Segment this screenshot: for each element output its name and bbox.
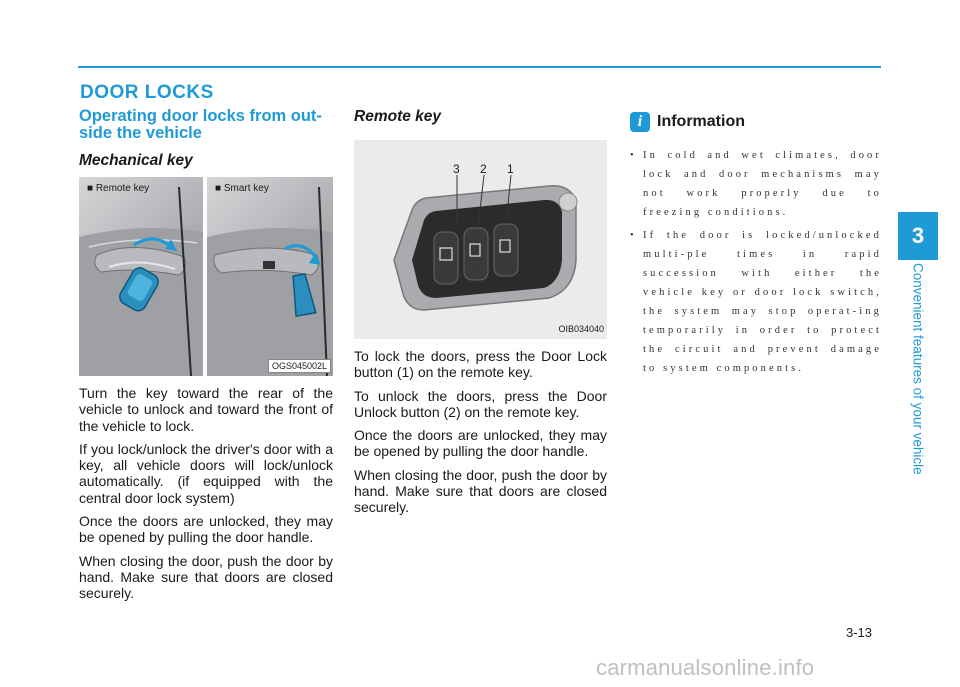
col1-paragraph: Turn the key toward the rear of the vehicle to unlock and toward the front of the vehicle to lock. — [79, 385, 333, 434]
col1-paragraph: When closing the door, push the door by hand. Make sure that doors are closed securely. — [79, 552, 333, 602]
page-number: 3-13 — [846, 625, 873, 640]
information-icon: i — [630, 112, 650, 132]
chapter-title: Convenient features of your vehicle — [910, 263, 926, 475]
column-3 — [630, 108, 882, 382]
col1-heading: Operating door locks from out- side the vehicle — [79, 107, 322, 142]
column-2 — [354, 108, 607, 523]
smart-key-label: ■ Smart key — [215, 183, 269, 194]
col1-paragraph: If you lock/unlock the driver's door with a key, all vehicle doors will lock/unlock automatically. (if equipped with the central door lock system) — [79, 440, 333, 506]
information-item: • In cold and wet climates, door lock and door mechanisms may not work properly due to freezing conditions. — [630, 146, 882, 222]
information-item: • If the door is locked/unlocked multi-ple times in rapid succession with either the vehicle key or door lock switch, the system may stop operat-ing temporarily in order to protect the circuit and prevent damage to system components. — [630, 226, 882, 378]
information-title: Information — [657, 113, 745, 130]
callout-3: 3 — [453, 162, 460, 176]
remote-key-figure — [354, 140, 607, 339]
watermark: carmanualsonline.info — [596, 655, 815, 680]
figure-code: OIB034040 — [558, 324, 604, 334]
mechanical-key-figure — [79, 177, 333, 376]
col1-subheading: Mechanical key — [79, 152, 193, 169]
smart-key-panel — [207, 177, 333, 376]
remote-key-panel — [79, 177, 203, 376]
col2-paragraph: To lock the doors, press the Door Lock button (1) on the remote key. — [354, 348, 607, 381]
col2-paragraph: When closing the door, push the door by hand. Make sure that doors are closed securely. — [354, 466, 607, 516]
door-handle-remote-key-illustration — [79, 177, 203, 376]
col2-subheading: Remote key — [354, 108, 442, 125]
information-header — [630, 112, 882, 132]
callout-2: 2 — [480, 162, 487, 176]
chapter-tab: 3 — [898, 212, 938, 260]
door-handle-smart-key-illustration — [207, 177, 333, 376]
col2-paragraph: To unlock the doors, press the Door Unlock button (2) on the remote key. — [354, 387, 607, 420]
col1-paragraph: Once the doors are unlocked, they may be opened by pulling the door handle. — [79, 513, 333, 546]
column-1 — [79, 108, 333, 609]
callout-1: 1 — [507, 162, 514, 176]
information-list — [630, 146, 882, 378]
figure-code: OGS045002L — [268, 359, 331, 373]
section-title: DOOR LOCKS — [80, 82, 214, 103]
remote-key-label: ■ Remote key — [87, 183, 150, 194]
top-rule — [78, 66, 881, 68]
col2-paragraph: Once the doors are unlocked, they may be opened by pulling the door handle. — [354, 427, 607, 460]
